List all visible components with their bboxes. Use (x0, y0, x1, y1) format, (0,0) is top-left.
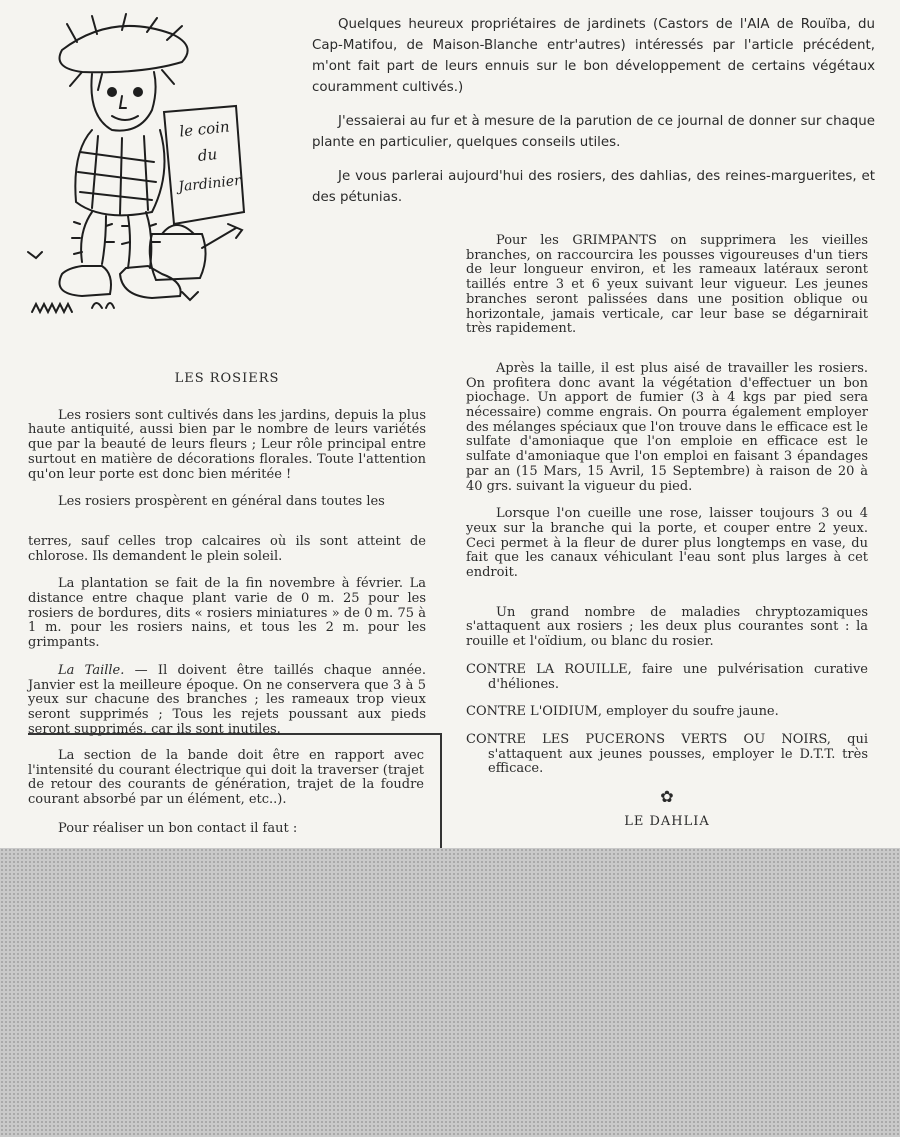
paragraph: Lorsque l'on cueille une rose, laisser toujours 3 ou 4 yeux sur la branche qui la porte, et couper entre 2 yeux. Ceci permet à la fleur de durer plus longtemps en vase, du fait que les canaux véhiculant l'eau sont plus larges à cet endroit. (466, 506, 868, 581)
intro-paragraph: Je vous parlerai aujourd'hui des rosiers, des dahlias, des reines-marguerites, et des pétunias. (312, 169, 875, 205)
paragraph: CONTRE LES PUCERONS VERTS OU NOIRS, qui s'attaquent aux jeunes pousses, employer le D.T.T. très efficace. (466, 731, 868, 777)
svg-text:Jardinier: Jardinier (177, 172, 242, 196)
paragraph: Après la taille, il est plus aisé de travailler les rosiers. On profitera donc avant la végétation d'effectuer un bon piochage. Un apport de fumier (3 à 4 kgs par pied sera nécessaire) comme engrais. On pourra également employer des mélanges spéciaux que l'on trouve dans le efficace est le sulfate d'amoniaque que l'on emploie en efficace est le sulfate d'amoniaque que l'on emploi en faisant 3 épandages par an (15 Mars, 15 Avril, 15 Septembre) à raison de 20 à 40 grs. suivant la vigueur du pied. (466, 360, 868, 494)
right-column (466, 234, 868, 909)
paragraph-taille (28, 664, 426, 738)
svg-text:le coin: le coin (178, 117, 231, 141)
paragraph: La section de la bande doit être en rapport avec l'intensité du courant électrique qui doit la traverser (trajet de retour des courants de génération, trajet de la foudre courant absorbé par un élément, etc..). (28, 748, 424, 808)
paragraph: Pour les GRIMPANTS on supprimera les vieilles branches, on raccourcira les pousses vigoureuses d'un tiers de leur longueur environ, et les rameaux latéraux seront taillés entre 3 et 6 yeux suivant leur vigueur. Les jeunes branches seront palissées dans une position oblique ou horizontale, jamais verticale, car leur base se dégarnirait très rapidement. (466, 233, 868, 337)
left-column (28, 232, 426, 750)
paragraph: terres, sauf celles trop calcaires où ils sont atteint de chlorose. Ils demandent le plein soleil. (28, 533, 426, 564)
intro-paragraph: J'essaierai au fur et à mesure de la parution de ce journal de donner sur chaque plante en particulier, quelques conseils utiles. (312, 114, 875, 150)
blank-gray-area (0, 848, 900, 1137)
paragraph: CONTRE L'OIDIUM, employer du soufre jaune. (466, 704, 779, 720)
paragraph: Les rosiers sont cultivés dans les jardins, depuis la plus haute antiquité, aussi bien par le nombre de leurs variétés que par la beauté de leurs fleurs ; Leur rôle principal entre surtout en matière de décorations florales. Toute l'attention qu'on leur porte est donc bien méritée ! (28, 407, 426, 482)
ornament-icon: ✿ (660, 787, 674, 807)
intro-paragraph: Quelques heureux propriétaires de jardinets (Castors de l'AIA de Rouïba, du Cap-Matifou, de Maison-Blanche entr'autres) intéressés par l'article précédent, m'ont fait part de leurs ennuis sur le bon développement de certains végétaux couramment cultivés.) (312, 17, 875, 95)
section-heading-rosiers: LES ROSIERS (174, 371, 280, 386)
section-heading-dahlia: LE DAHLIA (624, 813, 710, 829)
taille-title: La Taille. (58, 662, 125, 678)
intro-text (312, 14, 875, 221)
paragraph: La plantation se fait de la fin novembre à février. La distance entre chaque plant varie de 0 m. 25 pour les rosiers de bordures, dits « rosiers miniatures » de 0 m. 75 à 1 m. pour les rosiers nains, et tous les 2 m. pour les grimpants. (28, 576, 426, 651)
paragraph: CONTRE LA ROUILLE, faire une pulvérisation curative d'héliones. (466, 661, 868, 692)
paragraph: Les rosiers prospèrent en général dans toutes les (58, 494, 385, 510)
paragraph: Pour réaliser un bon contact il faut : (58, 820, 298, 836)
taille-text: — Il doivent être taillés chaque année. Janvier est la meilleure époque. On ne conservera que 3 à 5 yeux sur chacune des branches ; les rameaux trop vieux seront supprimés ; Tous les rejets poussant aux pieds seront supprimés, car ils sont inutiles. (28, 662, 426, 737)
svg-text:du: du (196, 145, 218, 165)
paragraph: Un grand nombre de maladies chryptozamiques s'attaquent aux rosiers ; les deux plus courantes sont : la rouille et l'oïdium, ou blanc du rosier. (466, 604, 868, 650)
